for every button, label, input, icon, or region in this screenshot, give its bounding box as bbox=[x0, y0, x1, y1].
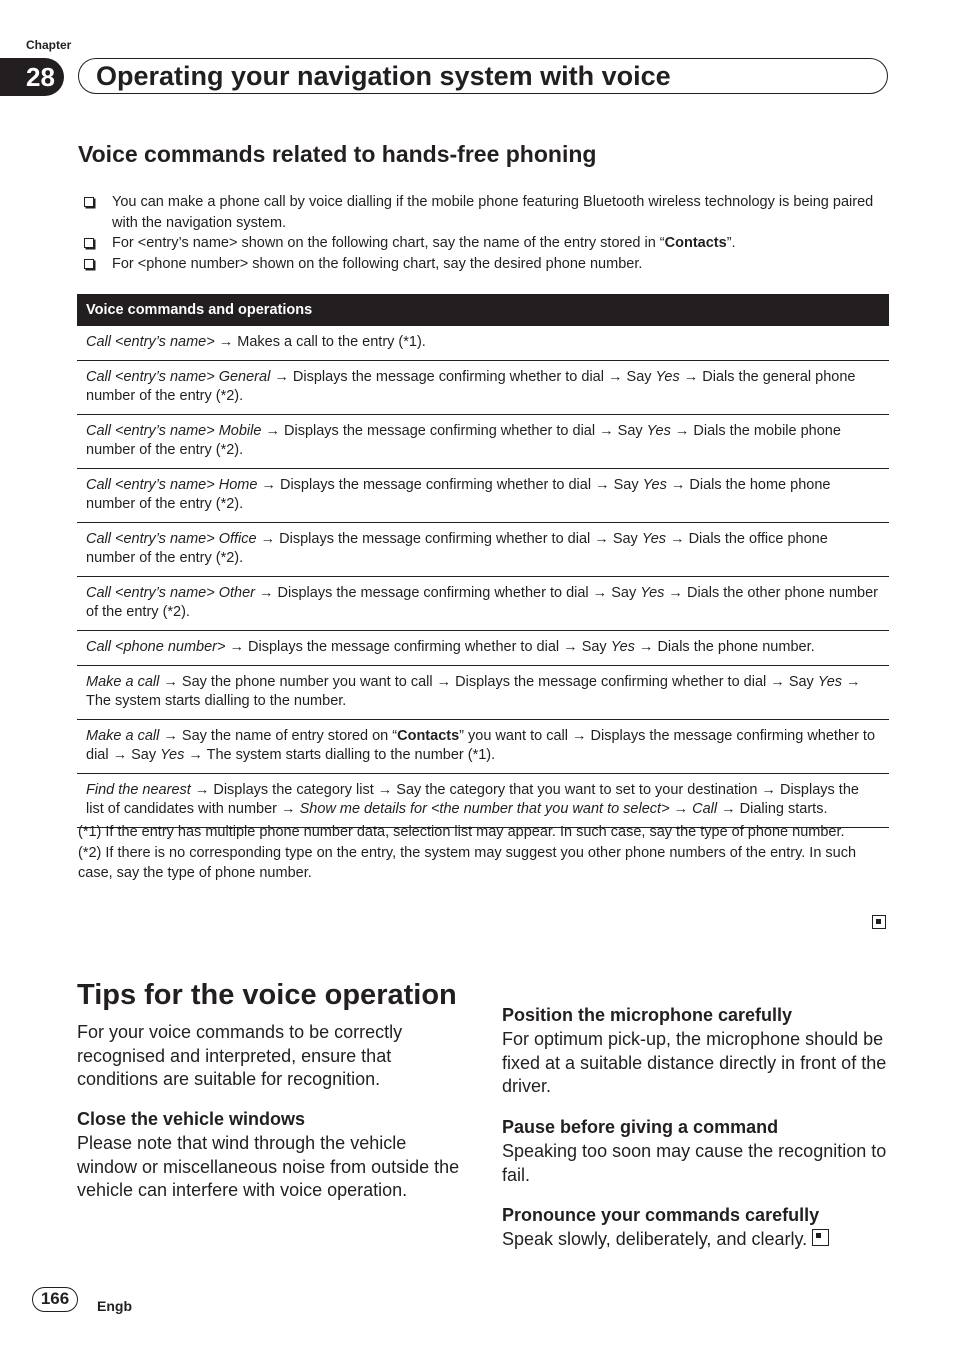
row-text: Displays the list of candidates with number bbox=[86, 782, 859, 817]
page-number: 166 bbox=[32, 1287, 78, 1312]
table-row bbox=[77, 774, 889, 828]
bullet-item bbox=[84, 233, 888, 254]
row-text: Displays the category list bbox=[213, 782, 374, 798]
tips-title: Tips for the voice operation bbox=[77, 979, 457, 1011]
row-text: Call bbox=[692, 801, 718, 817]
footnote: (*1) If the entry has multiple phone number data, selection list may appear. In such case, say the type of phone number. bbox=[78, 824, 845, 840]
row-text: Displays the message confirming whether to dial bbox=[279, 477, 592, 493]
row-text: Dials the other phone number of the entry (*2). bbox=[86, 585, 879, 620]
table-row bbox=[77, 666, 889, 720]
chapter-title: Operating your navigation system with voice bbox=[96, 61, 671, 91]
row-text: Say bbox=[612, 531, 642, 547]
bullet-text: For <entry’s name> shown on the following chart, say the name of the entry stored in “Contacts”. bbox=[112, 235, 736, 251]
arrow-icon: → bbox=[432, 674, 456, 690]
arrow-icon: → bbox=[270, 369, 293, 385]
row-text: Yes bbox=[817, 674, 843, 690]
tip-heading: Position the microphone carefully bbox=[502, 1005, 793, 1025]
tip-item bbox=[502, 1116, 892, 1187]
table-row bbox=[77, 415, 889, 469]
row-text: Yes bbox=[646, 423, 671, 439]
row-text: Say bbox=[613, 477, 643, 493]
row-text: Dialing starts. bbox=[739, 801, 828, 817]
row-text: Displays the message confirming whether to dial bbox=[292, 369, 604, 385]
arrow-icon: → bbox=[666, 477, 690, 493]
row-text: Say bbox=[131, 747, 161, 763]
row-text: Say bbox=[581, 639, 611, 655]
arrow-icon: → bbox=[634, 639, 658, 655]
row-text: Say bbox=[617, 423, 647, 439]
row-text: Yes bbox=[655, 369, 680, 385]
bullet-text: You can make a phone call by voice dialling if the mobile phone featuring Bluetooth wireless technology is being paired with the navigation system. bbox=[112, 194, 874, 231]
row-text: Find the nearest bbox=[86, 782, 191, 798]
row-text: Displays the message confirming whether to dial bbox=[279, 531, 591, 547]
row-text: Yes bbox=[642, 477, 667, 493]
footnotes bbox=[78, 822, 878, 884]
arrow-icon: → bbox=[603, 369, 627, 385]
checkbox-bullet-icon bbox=[84, 259, 94, 269]
section-heading: Voice commands related to hands-free phoning bbox=[78, 141, 597, 167]
end-of-section-icon bbox=[812, 1229, 829, 1246]
row-text: Call <entry’s name> Office bbox=[86, 531, 257, 547]
row-text: Say the phone number you want to call bbox=[181, 674, 433, 690]
arrow-icon: → bbox=[567, 728, 591, 744]
table-row bbox=[77, 577, 889, 631]
bullet-item bbox=[84, 254, 888, 275]
row-text: Call <entry’s name> Mobile bbox=[86, 423, 262, 439]
arrow-icon: → bbox=[591, 477, 614, 493]
arrow-icon: → bbox=[766, 674, 789, 690]
arrow-icon: → bbox=[254, 585, 278, 601]
row-text: Yes bbox=[640, 585, 665, 601]
arrow-icon: → bbox=[757, 782, 780, 798]
tip-heading: Pronounce your commands carefully bbox=[502, 1205, 820, 1225]
row-text: Displays the message confirming whether to dial bbox=[248, 639, 560, 655]
voice-commands-table bbox=[77, 294, 889, 828]
tip-text: For optimum pick-up, the microphone should be fixed at a suitable distance directly in front of the driver. bbox=[502, 1029, 887, 1096]
row-text: Yes bbox=[160, 747, 185, 763]
bullet-item bbox=[84, 192, 888, 233]
arrow-icon: → bbox=[159, 674, 182, 690]
row-text: Displays the message confirming whether to dial bbox=[86, 728, 876, 763]
table-row bbox=[77, 469, 889, 523]
row-text: Yes bbox=[641, 531, 667, 547]
tip-heading: Pause before giving a command bbox=[502, 1117, 779, 1137]
arrow-icon: → bbox=[590, 531, 613, 547]
arrow-icon: → bbox=[588, 585, 612, 601]
tip-text: Speak slowly, deliberately, and clearly. bbox=[502, 1228, 892, 1252]
arrow-icon: → bbox=[669, 801, 693, 817]
tip-text: Speaking too soon may cause the recognition to fail. bbox=[502, 1141, 887, 1185]
row-text: Call <entry’s name> Other bbox=[86, 585, 255, 601]
arrow-icon: → bbox=[184, 747, 207, 763]
chapter-label: Chapter bbox=[26, 38, 72, 52]
end-of-section-icon bbox=[872, 915, 886, 929]
row-text: Say bbox=[626, 369, 656, 385]
row-text: Contacts bbox=[397, 728, 460, 744]
arrow-icon: → bbox=[717, 801, 740, 817]
row-text: Say bbox=[788, 674, 818, 690]
row-text: The system starts dialling to the number (*1). bbox=[206, 747, 496, 763]
arrow-icon: → bbox=[559, 639, 582, 655]
row-text: Yes bbox=[610, 639, 635, 655]
tip-heading: Close the vehicle windows bbox=[77, 1109, 306, 1129]
tips-intro: For your voice commands to be correctly recognised and interpreted, ensure that conditions are suitable for recognition. bbox=[77, 1022, 403, 1089]
arrow-icon: → bbox=[670, 423, 694, 439]
language-code: Engb bbox=[97, 1298, 132, 1314]
arrow-icon: → bbox=[257, 477, 280, 493]
table-row bbox=[77, 361, 889, 415]
bullet-text: For <phone number> shown on the following chart, say the desired phone number. bbox=[112, 255, 643, 272]
row-text: Call <entry’s name> bbox=[86, 334, 215, 350]
row-text: Make a call bbox=[86, 674, 160, 690]
table-row bbox=[77, 326, 889, 361]
row-text: Make a call bbox=[86, 728, 160, 744]
row-text: Say bbox=[611, 585, 641, 601]
row-text: Dials the home phone number of the entry (*2). bbox=[86, 477, 831, 512]
row-text: Call <entry’s name> General bbox=[86, 369, 271, 385]
row-text: Displays the message confirming whether to dial bbox=[284, 423, 596, 439]
tip-text: Please note that wind through the vehicle window or miscellaneous noise from outside the vehicle can interfere with voice operation. bbox=[77, 1133, 460, 1200]
row-text: Dials the phone number. bbox=[657, 639, 815, 655]
row-text: The system starts dialling to the number. bbox=[86, 693, 347, 709]
arrow-icon: → bbox=[666, 531, 689, 547]
row-text: Dials the mobile phone number of the entry (*2). bbox=[86, 423, 841, 458]
row-text: Say the name of entry stored on “ bbox=[181, 728, 398, 744]
row-text: Displays the message confirming whether to dial bbox=[455, 674, 767, 690]
arrow-icon: → bbox=[373, 782, 397, 798]
table-row bbox=[77, 523, 889, 577]
arrow-icon: → bbox=[261, 423, 284, 439]
arrow-icon: → bbox=[214, 334, 238, 350]
checkbox-bullet-icon bbox=[84, 197, 94, 207]
bullet-list bbox=[84, 192, 888, 274]
row-text: Makes a call to the entry (*1). bbox=[237, 334, 426, 350]
arrow-icon: → bbox=[159, 728, 182, 744]
arrow-icon: → bbox=[842, 674, 861, 690]
arrow-icon: → bbox=[664, 585, 687, 601]
row-text: Show me details for <the number that you want to select> bbox=[299, 801, 670, 817]
table-row bbox=[77, 631, 889, 666]
arrow-icon: → bbox=[190, 782, 214, 798]
arrow-icon: → bbox=[277, 801, 300, 817]
arrow-icon: → bbox=[256, 531, 280, 547]
footnote: (*2) If there is no corresponding type on the entry, the system may suggest you other phone numbers of the entry. In such case, say the type of phone number. bbox=[78, 844, 857, 881]
arrow-icon: → bbox=[108, 747, 132, 763]
checkbox-bullet-icon bbox=[84, 238, 94, 248]
row-text: Displays the message confirming whether to dial bbox=[277, 585, 589, 601]
tip-item bbox=[502, 1004, 892, 1099]
tip-item bbox=[502, 1204, 892, 1252]
arrow-icon: → bbox=[225, 639, 249, 655]
row-text: Say the category that you want to set to your destination bbox=[396, 782, 758, 798]
row-text: Dials the general phone number of the entry (*2). bbox=[86, 369, 856, 404]
table-body bbox=[77, 326, 889, 828]
row-text: ” you want to call bbox=[459, 728, 568, 744]
table-header: Voice commands and operations bbox=[77, 294, 889, 326]
chapter-number-badge: 28 bbox=[0, 58, 64, 96]
table-row bbox=[77, 720, 889, 774]
row-text: Call <phone number> bbox=[86, 639, 226, 655]
row-text: Call <entry’s name> Home bbox=[86, 477, 258, 493]
arrow-icon: → bbox=[679, 369, 703, 385]
row-text: Dials the office phone number of the entry (*2). bbox=[86, 531, 828, 566]
tip-item bbox=[77, 1108, 467, 1203]
arrow-icon: → bbox=[595, 423, 618, 439]
